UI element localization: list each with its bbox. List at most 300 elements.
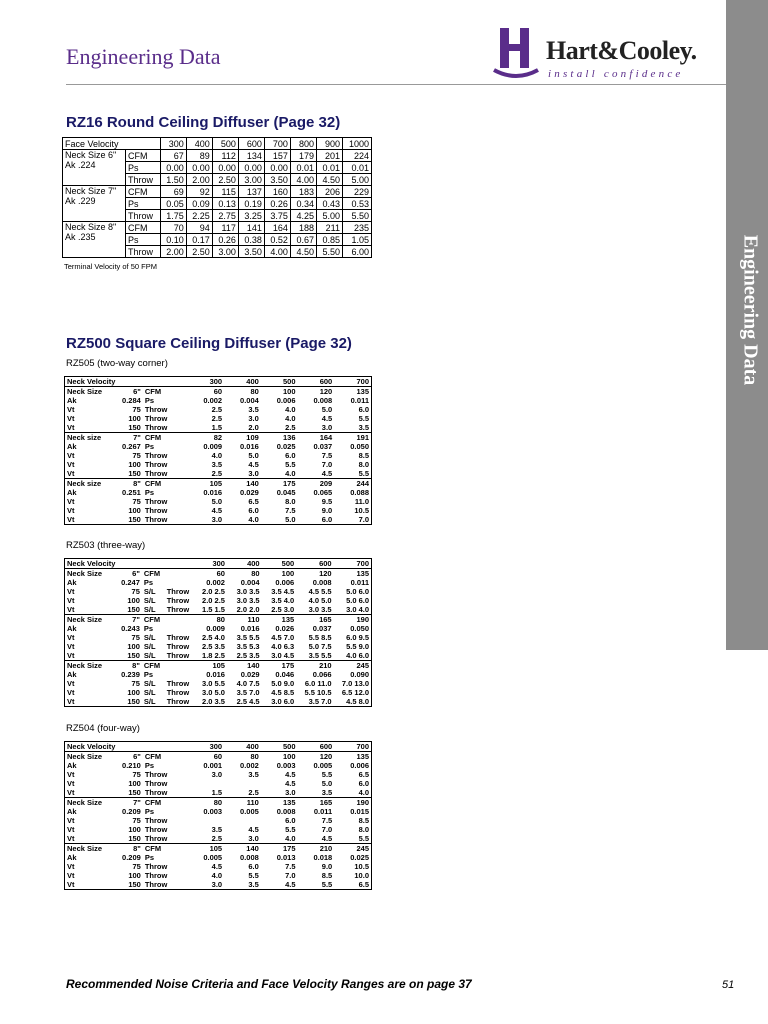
table-cell: 6.5 <box>358 880 369 889</box>
table-cell: Vt <box>67 679 75 688</box>
table-cell: 201 <box>316 150 342 162</box>
table-cell: 0.01 <box>316 162 342 174</box>
header-divider <box>66 84 726 85</box>
table-cell: 0.002 <box>203 396 223 405</box>
table-cell: 109 <box>224 433 261 443</box>
table-cell: 134 <box>238 150 264 162</box>
table-cell: Ps <box>144 853 155 862</box>
table-row <box>65 605 372 615</box>
table-cell: 0.005 <box>313 761 333 770</box>
table-cell: 100 <box>128 779 141 788</box>
table-cell: 150 <box>127 697 140 706</box>
velocity-header: 500 <box>212 138 238 150</box>
table-cell: 7.0 13.0 <box>341 679 369 688</box>
table-cell: 0.26 <box>264 198 290 210</box>
table-cell: 164 <box>264 222 290 234</box>
table-cell: 135 <box>356 569 369 578</box>
table-cell: 188 <box>290 222 316 234</box>
table-cell: 120 <box>319 752 333 761</box>
table-cell: 7.0 <box>285 871 296 880</box>
table-cell: 0.008 <box>313 396 333 405</box>
table-cell: Ak <box>67 624 77 633</box>
table-cell: 4.0 7.5 <box>236 679 260 688</box>
table-cell: 1.75 <box>160 210 186 222</box>
table-cell: 190 <box>334 615 372 625</box>
table-cell: 0.10 <box>160 234 186 246</box>
table-cell: 5.0 6.0 <box>346 587 369 596</box>
table-cell <box>170 761 187 770</box>
table-cell: Neck Size <box>65 798 118 808</box>
neck-size-cell <box>63 222 126 258</box>
table-cell: 3.0 <box>248 834 259 843</box>
table-cell: 0.015 <box>350 807 369 816</box>
table-cell: 2.5 3.0 <box>271 605 295 614</box>
table-row <box>65 442 372 451</box>
table-cell: 6.00 <box>343 246 372 258</box>
table-cell: 0.009 <box>206 624 225 633</box>
table-cell: 8.0 <box>358 825 369 834</box>
row-label: Ps <box>126 234 161 246</box>
table-cell <box>170 405 187 414</box>
table-cell: 209 <box>298 479 335 489</box>
table-cell: 135 <box>356 387 369 396</box>
table-cell: 4.5 <box>285 770 296 779</box>
logo-mark-icon <box>490 24 542 82</box>
table-cell: 7" <box>117 798 142 808</box>
table-cell: 7" <box>117 433 142 443</box>
table-cell: 115 <box>212 186 238 198</box>
table-cell <box>170 752 187 762</box>
table-cell: 8.0 <box>358 460 369 469</box>
table-cell: 0.19 <box>238 198 264 210</box>
table-cell: Ak <box>67 807 77 816</box>
table-cell: 9.5 <box>321 497 333 506</box>
table-cell: 0.17 <box>186 234 212 246</box>
table-cell: 0.066 <box>312 670 332 679</box>
table-cell: 0.008 <box>240 853 259 862</box>
table-cell: 4.5 <box>248 825 259 834</box>
table-cell: 2.0 <box>248 423 259 432</box>
row-label: Throw <box>126 210 161 222</box>
table-row <box>65 688 372 697</box>
table-cell: 2.5 4.5 <box>236 697 260 706</box>
table-cell: 0.003 <box>276 761 296 770</box>
table-cell: Ak <box>67 578 77 587</box>
table-row <box>65 788 372 798</box>
table-cell: 100 <box>128 460 141 469</box>
table-row <box>65 779 372 788</box>
table-row <box>65 679 372 688</box>
table-cell: 5.5 <box>248 871 259 880</box>
table-cell: 105 <box>187 844 224 854</box>
table-row <box>65 569 372 579</box>
table-cell: 5.00 <box>316 210 342 222</box>
table-cell: 0.008 <box>312 578 332 587</box>
table-cell: 5.50 <box>316 246 342 258</box>
table-cell: 120 <box>319 569 332 578</box>
velocity-header: 800 <box>290 138 316 150</box>
table-cell: 2.5 4.0 <box>202 633 225 642</box>
table-cell: 0.003 <box>203 807 223 816</box>
table-cell: 3.0 <box>285 788 296 797</box>
table-cell: 4.5 <box>248 460 259 469</box>
table-row <box>65 697 372 707</box>
table-cell <box>170 825 187 834</box>
table-cell: Ps <box>144 488 155 497</box>
table-cell: CFM <box>144 387 162 396</box>
rz16-performance-table <box>62 137 372 258</box>
table-cell: 244 <box>334 479 371 489</box>
rz503-subtitle: RZ503 (three-way) <box>66 540 146 551</box>
table-cell: 75 <box>132 862 141 871</box>
table-cell: 0.045 <box>276 488 296 497</box>
table-row <box>65 488 372 497</box>
table-cell: Throw <box>144 515 168 524</box>
table-cell: 0.26 <box>212 234 238 246</box>
table-cell: 2.50 <box>186 246 212 258</box>
velocity-header: 1000 <box>343 138 372 150</box>
table-cell: 6.0 <box>285 451 296 460</box>
table-cell: Throw <box>144 506 168 515</box>
header-cell <box>170 742 187 752</box>
table-cell: Neck Size <box>67 752 103 761</box>
table-header-row <box>65 559 372 569</box>
table-row <box>65 414 372 423</box>
table-cell: 175 <box>262 661 297 671</box>
table-cell: 75 <box>131 633 140 642</box>
table-cell: 100 <box>127 688 140 697</box>
table-cell: Throw <box>166 596 190 605</box>
table-cell: 3.5 <box>248 405 259 414</box>
table-cell: 75 <box>132 451 141 460</box>
table-cell: Vt <box>67 506 75 515</box>
table-cell: Vt <box>67 770 75 779</box>
table-cell <box>224 779 261 788</box>
rz505-performance-table <box>64 376 372 525</box>
table-cell: 3.5 <box>358 423 369 432</box>
table-cell: 92 <box>186 186 212 198</box>
table-cell <box>170 423 187 433</box>
table-cell: 0.011 <box>350 396 369 405</box>
header-cell: 300 <box>187 742 224 752</box>
table-cell: 0.43 <box>316 198 342 210</box>
table-cell: Throw <box>144 469 168 478</box>
logo-tagline: install confidence <box>548 68 684 80</box>
table-cell: 70 <box>160 222 186 234</box>
table-cell: 4.5 <box>321 414 333 423</box>
table-cell <box>170 862 187 871</box>
table-cell: 100 <box>283 387 296 396</box>
table-cell: 0.050 <box>350 442 369 451</box>
table-cell: Throw <box>166 633 190 642</box>
table-cell: 0.088 <box>350 488 369 497</box>
table-cell: Throw <box>144 779 168 788</box>
table-cell: Vt <box>67 651 75 660</box>
table-cell: Throw <box>144 862 168 871</box>
table-cell: 2.5 <box>211 414 223 423</box>
table-row <box>65 387 372 397</box>
table-cell <box>170 798 187 808</box>
table-cell: 2.00 <box>160 246 186 258</box>
header-cell <box>143 742 170 752</box>
table-cell: 6.0 <box>358 405 369 414</box>
neck-size: Neck Size 7" <box>65 186 117 196</box>
table-row <box>65 624 372 633</box>
table-cell: 80 <box>250 752 259 761</box>
table-cell: 0.009 <box>203 442 223 451</box>
table-cell: Vt <box>67 697 75 706</box>
table-cell: 10.0 <box>354 871 369 880</box>
table-cell: 0.018 <box>313 853 333 862</box>
table-cell <box>165 578 193 587</box>
table-cell <box>170 871 187 880</box>
table-cell: 0.005 <box>240 807 259 816</box>
table-cell: 5.5 <box>358 414 369 423</box>
table-cell <box>170 497 187 506</box>
rz16-section-title: RZ16 Round Ceiling Diffuser (Page 32) <box>66 114 341 131</box>
table-cell: 157 <box>264 150 290 162</box>
table-cell: 141 <box>238 222 264 234</box>
table-cell: Throw <box>166 651 190 660</box>
table-cell <box>187 779 224 788</box>
table-cell: 3.0 <box>211 770 223 779</box>
table-row <box>65 396 372 405</box>
table-cell: S/L <box>143 587 156 596</box>
header-cell: 400 <box>224 742 261 752</box>
table-cell: 3.5 4.5 <box>271 587 295 596</box>
table-cell: 8.5 <box>358 816 369 825</box>
table-cell: Throw <box>166 697 190 706</box>
table-cell: 229 <box>343 186 372 198</box>
table-cell: 0.037 <box>313 442 333 451</box>
table-row <box>65 515 372 525</box>
table-cell: Throw <box>144 405 168 414</box>
table-cell: 60 <box>213 752 223 761</box>
table-cell: 9.0 <box>321 862 333 871</box>
table-cell: 75 <box>131 587 140 596</box>
table-cell: 0.002 <box>240 761 259 770</box>
table-cell: 150 <box>128 788 141 797</box>
table-cell: 3.0 5.5 <box>202 679 225 688</box>
table-cell: 0.00 <box>186 162 212 174</box>
header-cell: 600 <box>298 742 335 752</box>
table-cell: 5.0 6.0 <box>346 596 369 605</box>
rz504-subtitle: RZ504 (four-way) <box>66 723 140 734</box>
table-cell: 80 <box>251 569 260 578</box>
table-cell: 3.0 3.5 <box>236 596 260 605</box>
table-cell <box>170 807 187 816</box>
rz16-note: Terminal Velocity of 50 FPM <box>64 262 157 271</box>
table-cell: 0.209 <box>122 807 141 816</box>
header-cell: Neck Velocity <box>65 377 118 387</box>
header-cell: Neck Velocity <box>65 559 118 569</box>
table-cell: 1.50 <box>160 174 186 186</box>
table-cell: 7.5 <box>321 451 333 460</box>
table-cell: 164 <box>298 433 335 443</box>
table-row <box>65 661 372 671</box>
table-cell: 5.5 9.0 <box>346 642 369 651</box>
table-cell: Throw <box>144 497 168 506</box>
table-cell: 0.005 <box>203 853 223 862</box>
table-cell: 10.5 <box>354 506 369 515</box>
table-cell: 3.0 4.5 <box>271 651 295 660</box>
table-cell: 80 <box>250 387 259 396</box>
table-cell <box>170 880 187 890</box>
table-cell: 3.0 5.0 <box>202 688 225 697</box>
table-cell: 0.016 <box>240 442 259 451</box>
table-cell: 11.0 <box>354 497 369 506</box>
table-cell: S/L <box>143 642 156 651</box>
table-cell: 206 <box>316 186 342 198</box>
header-cell: 700 <box>334 742 371 752</box>
table-cell: 6.0 <box>321 515 333 524</box>
table-cell: 0.00 <box>212 162 238 174</box>
table-cell: 0.85 <box>316 234 342 246</box>
table-cell: 3.0 <box>248 469 259 478</box>
table-cell: 6" <box>133 387 141 396</box>
table-cell: 105 <box>187 479 224 489</box>
table-cell: Throw <box>144 414 168 423</box>
table-cell: 235 <box>343 222 372 234</box>
table-cell: 5.5 <box>321 880 333 889</box>
table-cell <box>170 469 187 479</box>
table-cell: 3.5 <box>211 825 223 834</box>
table-row <box>65 670 372 679</box>
table-cell: S/L <box>143 697 156 706</box>
table-cell: S/L <box>143 651 156 660</box>
table-cell: 2.5 3.5 <box>202 642 225 651</box>
table-cell: Ak <box>67 442 77 451</box>
table-cell: 0.00 <box>238 162 264 174</box>
table-cell: 3.0 <box>211 515 223 524</box>
table-cell: Neck Size <box>65 615 118 625</box>
table-cell: 4.0 5.0 <box>308 596 332 605</box>
table-cell: 6.0 <box>285 816 296 825</box>
table-cell: 6.5 <box>358 770 369 779</box>
table-cell: 4.0 <box>285 469 296 478</box>
header-cell <box>117 559 142 569</box>
table-cell: 8" <box>117 844 142 854</box>
table-cell <box>224 816 261 825</box>
table-row <box>65 433 372 443</box>
table-cell: 0.01 <box>343 162 372 174</box>
table-cell: 0.251 <box>122 488 141 497</box>
table-cell: 4.0 <box>248 515 259 524</box>
table-cell: 4.0 <box>285 414 296 423</box>
table-cell: 2.0 2.5 <box>202 587 225 596</box>
table-cell: Vt <box>67 633 75 642</box>
table-cell: 5.5 <box>285 825 296 834</box>
table-cell: Throw <box>144 788 168 797</box>
table-cell: 6.0 <box>248 506 259 515</box>
table-cell: 4.0 <box>358 788 369 797</box>
table-cell: Vt <box>67 788 75 797</box>
table-cell: 0.011 <box>313 807 333 816</box>
table-cell: 0.037 <box>312 624 332 633</box>
table-row <box>65 880 372 890</box>
table-cell: CFM <box>142 615 165 625</box>
header-cell <box>170 377 187 387</box>
table-cell: 4.0 <box>285 834 296 843</box>
table-cell: 2.50 <box>212 174 238 186</box>
table-cell: 2.0 3.5 <box>202 697 225 706</box>
table-cell: 165 <box>298 798 335 808</box>
table-cell: 80 <box>187 798 224 808</box>
table-cell: 7" <box>117 615 142 625</box>
header-cell: 500 <box>261 742 298 752</box>
ak-value: Ak .224 <box>65 160 96 170</box>
table-row <box>65 761 372 770</box>
table-cell: 6.0 9.5 <box>346 633 369 642</box>
table-cell: 5.0 <box>211 497 223 506</box>
table-cell: 5.5 8.5 <box>308 633 332 642</box>
table-cell: 3.0 3.5 <box>236 587 260 596</box>
neck-size-cell <box>63 186 126 222</box>
table-cell: 0.016 <box>203 488 223 497</box>
table-cell <box>170 479 187 489</box>
row-label: Ps <box>126 198 161 210</box>
table-cell: Ak <box>67 761 77 770</box>
table-row <box>65 497 372 506</box>
table-cell: 224 <box>343 150 372 162</box>
table-cell: 4.0 <box>211 451 223 460</box>
table-cell: 7.5 <box>285 862 296 871</box>
table-row <box>65 862 372 871</box>
table-cell: 2.0 2.5 <box>202 596 225 605</box>
table-cell: 245 <box>334 844 371 854</box>
table-cell: 5.00 <box>343 174 372 186</box>
table-cell: 0.026 <box>275 624 295 633</box>
header-cell <box>142 559 165 569</box>
table-cell: CFM <box>143 844 170 854</box>
table-cell <box>165 624 193 633</box>
table-cell: 0.53 <box>343 198 372 210</box>
table-cell: 0.001 <box>203 761 223 770</box>
velocity-header: 400 <box>186 138 212 150</box>
table-row <box>65 825 372 834</box>
table-cell: CFM <box>142 661 165 671</box>
table-cell: 4.5 <box>211 506 223 515</box>
table-cell: 3.5 <box>248 770 259 779</box>
table-cell: Ak <box>67 396 77 405</box>
table-cell: 183 <box>290 186 316 198</box>
table-cell: 110 <box>227 615 262 625</box>
table-cell: 4.5 <box>285 779 296 788</box>
table-row <box>65 651 372 661</box>
table-cell: 0.38 <box>238 234 264 246</box>
side-tab-label: Engineering Data <box>739 234 762 386</box>
table-cell: 210 <box>298 844 335 854</box>
table-cell: 4.00 <box>264 246 290 258</box>
table-cell: 0.52 <box>264 234 290 246</box>
table-cell: Throw <box>144 460 168 469</box>
table-cell: 100 <box>283 752 296 761</box>
table-cell: 6" <box>133 752 141 761</box>
table-cell: 3.25 <box>238 210 264 222</box>
table-cell: 2.75 <box>212 210 238 222</box>
table-cell: 100 <box>128 506 141 515</box>
table-cell: CFM <box>143 433 170 443</box>
table-cell: 0.046 <box>275 670 295 679</box>
table-cell: 4.00 <box>290 174 316 186</box>
header-cell: 500 <box>261 377 298 387</box>
table-row <box>65 853 372 862</box>
table-cell: 4.5 <box>285 880 296 889</box>
table-cell: Throw <box>144 816 168 825</box>
table-cell <box>165 569 193 579</box>
table-cell: 0.00 <box>264 162 290 174</box>
rz504-performance-table <box>64 741 372 890</box>
